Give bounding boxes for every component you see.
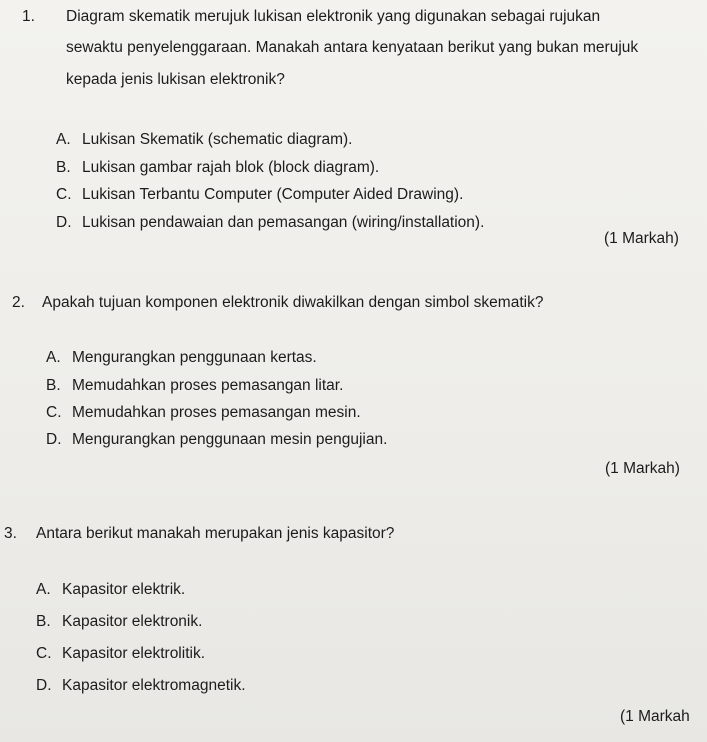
- option-letter: B.: [46, 377, 61, 394]
- option-letter: D.: [56, 214, 72, 231]
- question-number: 3.: [4, 525, 17, 542]
- option-letter: C.: [46, 404, 62, 421]
- option-text: Kapasitor elektronik.: [62, 613, 203, 630]
- option-text: Kapasitor elektrolitik.: [62, 645, 206, 662]
- option-letter: C.: [36, 645, 52, 662]
- question-number: 2.: [12, 294, 25, 311]
- question-text-line: Apakah tujuan komponen elektronik diwakilkan dengan simbol skematik?: [42, 294, 544, 311]
- option-c: [36, 644, 205, 664]
- question-1: [22, 4, 687, 88]
- option-c: [46, 403, 361, 423]
- option-b: [46, 376, 343, 396]
- option-a: [36, 580, 185, 600]
- option-text: Lukisan Terbantu Computer (Computer Aided Drawing).: [82, 186, 464, 203]
- option-d: [46, 430, 387, 450]
- option-a: [56, 130, 353, 150]
- question-text-line: sewaktu penyelenggaraan. Manakah antara kenyataan berikut yang bukan merujuk: [66, 39, 639, 56]
- option-letter: D.: [46, 431, 62, 448]
- question-text-line: Diagram skematik merujuk lukisan elektronik yang digunakan sebagai rujukan: [66, 8, 601, 25]
- option-text: Lukisan gambar rajah blok (block diagram).: [82, 159, 380, 176]
- option-text: Lukisan Skematik (schematic diagram).: [82, 131, 353, 148]
- option-letter: B.: [36, 613, 51, 630]
- option-text: Mengurangkan penggunaan mesin pengujian.: [72, 431, 388, 448]
- marks-label: (1 Markah: [620, 708, 690, 725]
- marks-label: (1 Markah): [604, 230, 679, 247]
- option-text: Memudahkan proses pemasangan mesin.: [72, 404, 361, 421]
- option-b: [36, 612, 202, 632]
- question-3: [4, 521, 664, 547]
- option-letter: B.: [56, 159, 71, 176]
- option-b: [56, 158, 379, 178]
- option-letter: C.: [56, 186, 72, 203]
- question-text-line: kepada jenis lukisan elektronik?: [66, 71, 285, 88]
- option-c: [56, 185, 463, 205]
- option-text: Mengurangkan penggunaan kertas.: [72, 349, 317, 366]
- option-d: [36, 676, 246, 696]
- option-letter: D.: [36, 677, 52, 694]
- option-letter: A.: [36, 581, 51, 598]
- question-number: 1.: [22, 8, 35, 25]
- option-letter: A.: [46, 349, 61, 366]
- option-text: Lukisan pendawaian dan pemasangan (wiring/installation).: [82, 214, 485, 231]
- option-d: [56, 213, 484, 233]
- question-2: [12, 290, 672, 316]
- option-a: [46, 348, 317, 368]
- marks-label: (1 Markah): [605, 460, 680, 477]
- question-text-line: Antara berikut manakah merupakan jenis kapasitor?: [36, 525, 395, 542]
- option-text: Kapasitor elektromagnetik.: [62, 677, 246, 694]
- option-letter: A.: [56, 131, 71, 148]
- option-text: Kapasitor elektrik.: [62, 581, 186, 598]
- option-text: Memudahkan proses pemasangan litar.: [72, 377, 344, 394]
